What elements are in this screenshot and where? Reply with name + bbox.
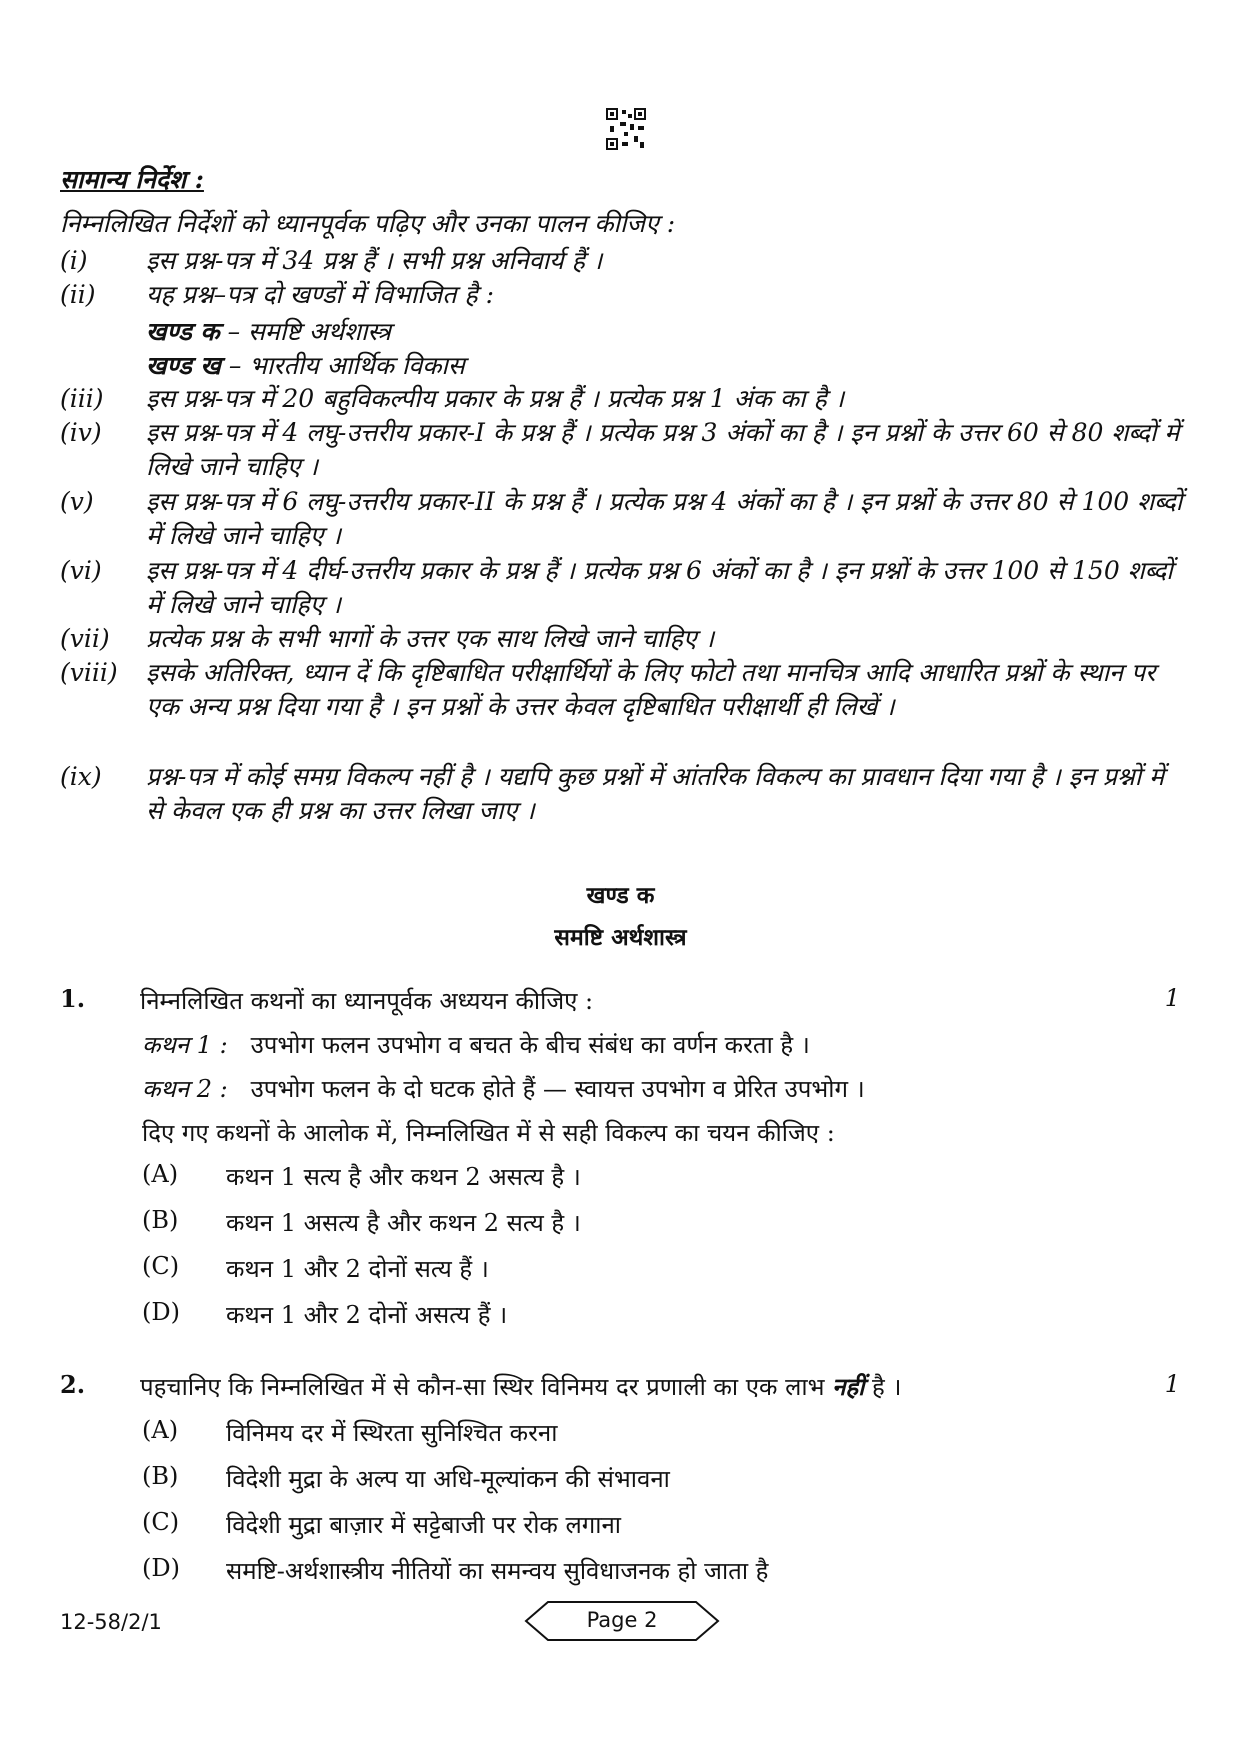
question-text-main: पहचानिए कि निम्नलिखित में से कौन-सा स्थिर विनिमय दर प्रणाली का एक लाभ [140,1373,825,1401]
question-prompt: दिए गए कथनों के आलोक में, निम्नलिखित में से सही विकल्प का चयन कीजिए : [142,1119,835,1147]
option-label: (D) [142,1554,180,1582]
instruction-item [60,656,1185,724]
option-text: कथन 1 और 2 दोनों असत्य हैं । [226,1301,508,1329]
option-label: (A) [142,1160,179,1188]
instruction-text: प्रत्येक प्रश्न के सभी भागों के उत्तर एक साथ लिखे जाने चाहिए । [146,624,715,653]
option-text: कथन 1 सत्य है और कथन 2 असत्य है । [226,1163,581,1191]
instruction-item [60,760,1185,828]
instruction-item [60,278,1185,312]
statement-label: कथन 1 : [142,1031,228,1059]
instruction-number: (vii) [60,624,110,653]
option-text: समष्टि-अर्थशास्त्रीय नीतियों का समन्वय सुविधाजनक हो जाता है [226,1557,769,1585]
instruction-text: इसके अतिरिक्त, ध्यान दें कि दृष्टिबाधित परीक्षार्थियों के लिए फोटो तथा मानचित्र आदि आधारित प्रश्नों के स्थान पर एक अन्य प्रश्न दिया गया है । इन प्रश्नों के उत्तर केवल दृष्टिबाधित परीक्षार्थी ही लिखें । [146,658,1156,721]
instruction-number: (v) [60,487,94,516]
instruction-text: प्रश्न-पत्र में कोई समग्र विकल्प नहीं है । यद्यपि कुछ प्रश्नों में आंतरिक विकल्प का प्रावधान दिया गया है । इन प्रश्नों में से केवल एक ही प्रश्न का उत्तर लिखा जाए । [146,762,1165,825]
instruction-number: (iii) [60,384,104,413]
statement-label: कथन 2 : [142,1075,228,1103]
section-label: खण्ड क [586,882,655,909]
question-text-end: है । [872,1373,902,1401]
section-list-item [146,314,391,348]
page-number: Page 2 [586,1608,658,1632]
instruction-number: (i) [60,246,88,275]
instruction-number: (viii) [60,658,118,687]
section-list-item [146,348,465,382]
instruction-text: इस प्रश्न-पत्र में 20 बहुविकल्पीय प्रकार के प्रश्न हैं । प्रत्येक प्रश्न 1 अंक का है । [146,384,845,413]
option-text: कथन 1 असत्य है और कथन 2 सत्य है । [226,1209,581,1237]
option-label: (C) [142,1252,180,1280]
question-number: 1. [60,984,86,1013]
instruction-text: यह प्रश्न–पत्र दो खण्डों में विभाजित है : [146,280,495,309]
question-marks: 1 [1164,984,1180,1012]
instruction-text: इस प्रश्न-पत्र में 4 लघु-उत्तरीय प्रकार-I के प्रश्न हैं । प्रत्येक प्रश्न 3 अंकों का है । इन प्रश्नों के उत्तर 60 से 80 शब्दों में लिखे जाने चाहिए । [146,418,1180,481]
general-instructions-intro: निम्नलिखित निर्देशों को ध्यानपूर्वक पढ़िए और उनका पालन कीजिए : [60,209,676,238]
instruction-number: (vi) [60,556,102,585]
question-emphasis: नहीं [832,1372,865,1401]
instruction-item [60,622,1185,656]
instruction-item [60,554,1185,622]
question-number: 2. [60,1370,86,1399]
instruction-item [60,416,1185,484]
option-label: (A) [142,1416,179,1444]
section-list-label: खण्ड ख [146,351,221,380]
option-label: (B) [142,1462,179,1490]
option-label: (B) [142,1206,179,1234]
qr-code-icon [606,108,646,150]
option-label: (D) [142,1298,180,1326]
section-title: समष्टि अर्थशास्त्र [554,924,687,951]
question-text [140,1370,902,1403]
section-list-name: – समष्टि अर्थशास्त्र [227,317,391,346]
instruction-number: (ii) [60,280,96,309]
instruction-item [60,244,1185,278]
statement-2 [142,1072,865,1105]
option-text: कथन 1 और 2 दोनों सत्य हैं । [226,1255,489,1283]
instruction-number: (iv) [60,418,102,447]
instruction-text: इस प्रश्न-पत्र में 34 प्रश्न हैं । सभी प्रश्न अनिवार्य हैं । [146,246,603,275]
section-list-label: खण्ड क [146,317,220,346]
question-text: निम्नलिखित कथनों का ध्यानपूर्वक अध्ययन कीजिए : [140,987,594,1015]
option-label: (C) [142,1508,180,1536]
instruction-item [60,485,1185,553]
instruction-text: इस प्रश्न-पत्र में 4 दीर्घ-उत्तरीय प्रकार के प्रश्न हैं । प्रत्येक प्रश्न 6 अंकों का है । इन प्रश्नों के उत्तर 100 से 150 शब्दों में लिखे जाने चाहिए । [146,556,1173,619]
statement-text: उपभोग फलन उपभोग व बचत के बीच संबंध का वर्णन करता है । [250,1031,810,1059]
option-text: विनिमय दर में स्थिरता सुनिश्चित करना [226,1419,558,1447]
option-text: विदेशी मुद्रा बाज़ार में सट्टेबाजी पर रोक लगाना [226,1511,622,1539]
question-marks: 1 [1164,1370,1180,1398]
section-list-name: – भारतीय आर्थिक विकास [228,351,465,380]
instruction-item [60,382,1185,416]
page-number-badge [524,1600,720,1642]
statement-1 [142,1028,810,1061]
paper-code: 12-58/2/1 [60,1610,162,1634]
statement-text: उपभोग फलन के दो घटक होते हैं — स्वायत्त उपभोग व प्रेरित उपभोग । [250,1075,865,1103]
instruction-number: (ix) [60,762,102,791]
general-instructions-title: सामान्य निर्देश : [60,165,204,194]
option-text: विदेशी मुद्रा के अल्प या अधि-मूल्यांकन की संभावना [226,1465,670,1493]
instruction-text: इस प्रश्न-पत्र में 6 लघु-उत्तरीय प्रकार-II के प्रश्न हैं । प्रत्येक प्रश्न 4 अंकों का है । इन प्रश्नों के उत्तर 80 से 100 शब्दों में लिखे जाने चाहिए । [146,487,1183,550]
